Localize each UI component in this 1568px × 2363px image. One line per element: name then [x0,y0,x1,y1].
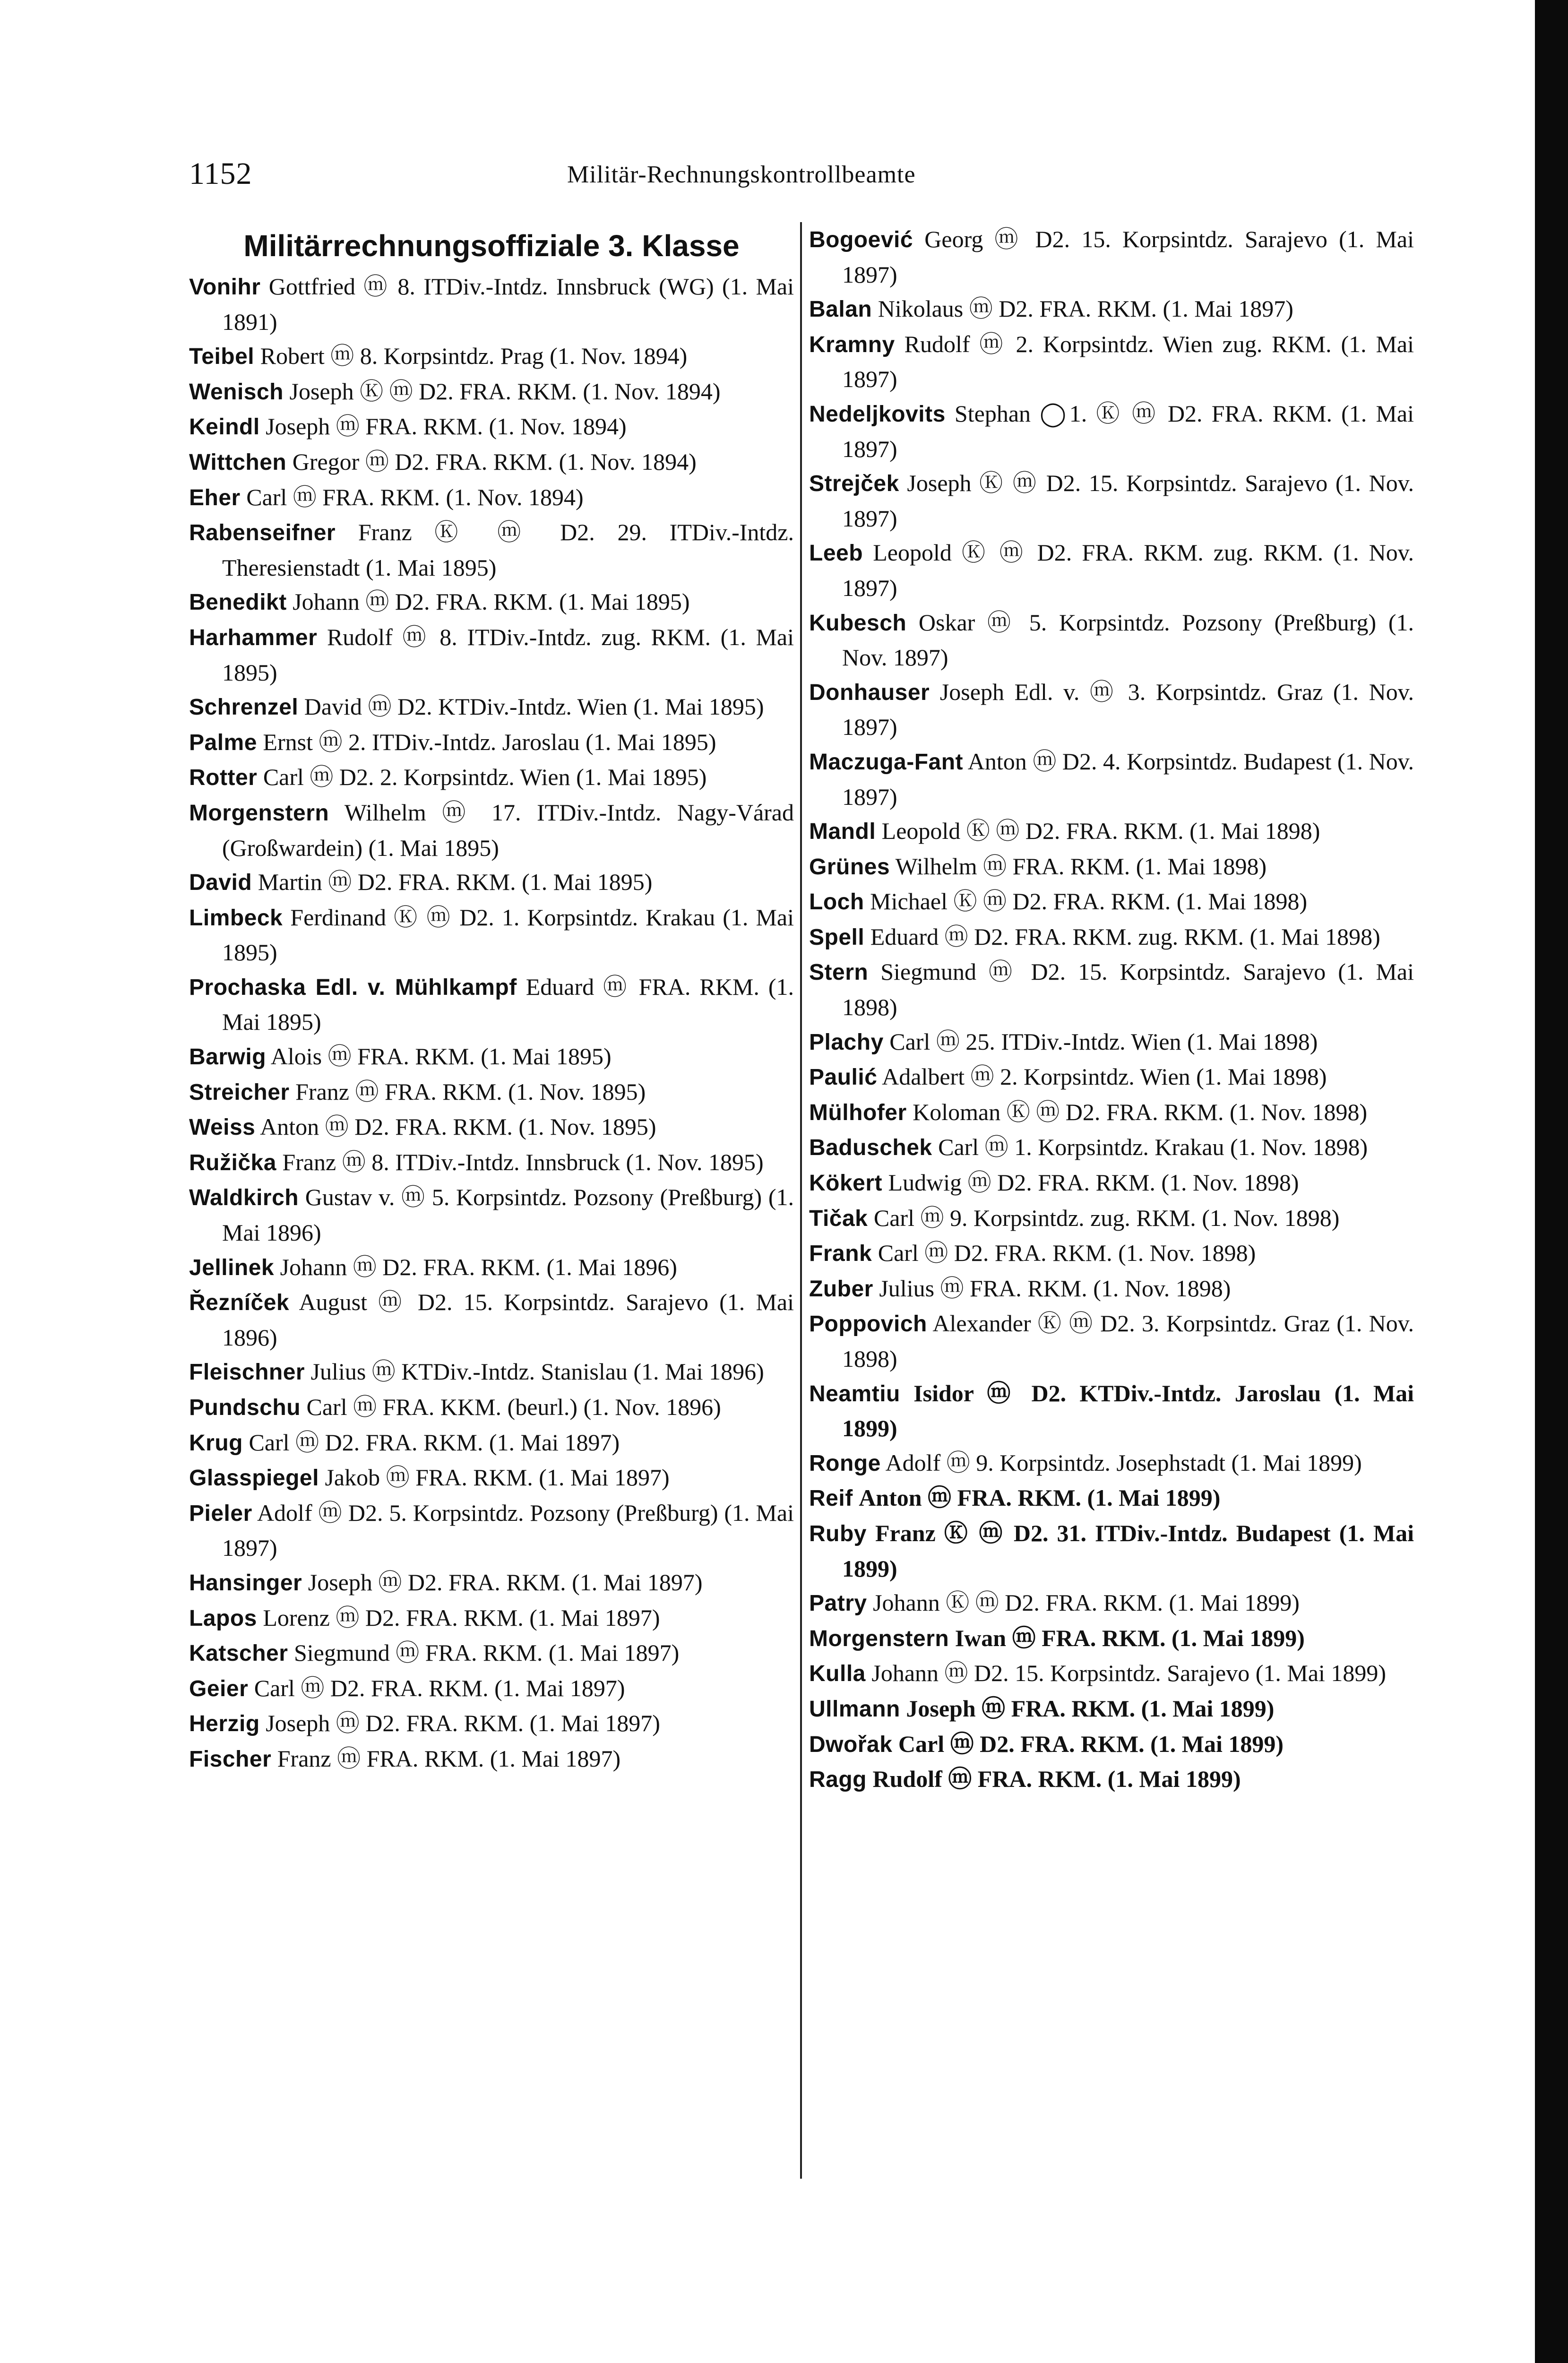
entry-surname: Tičak [809,1206,868,1231]
list-item [809,884,1414,920]
list-item [189,1039,794,1075]
entry-surname: Weiss [189,1115,256,1140]
entry-details: Julius ⓜ FRA. RKM. (1. Nov. 1898) [879,1275,1231,1302]
entry-surname: Zuber [809,1276,873,1302]
entry-details: Carl ⓜ D2. FRA. RKM. (1. Nov. 1898) [878,1240,1256,1267]
entry-surname: Barwig [189,1044,267,1070]
list-item [189,1354,794,1390]
entry-surname: Rotter [189,765,258,791]
list-item [809,1201,1414,1236]
entry-surname: Harhammer [189,625,318,650]
entry-details: Joseph Ⓚ ⓜ D2. 15. Korpsintdz. Sarajevo (1. Nov. 1897) [842,470,1414,532]
entry-surname: Baduschek [809,1135,932,1161]
entry-surname: Prochaska Edl. v. Mühlkampf [189,975,517,1000]
scan-edge [1535,0,1568,2363]
entry-details: Carl ⓜ 9. Korpsintdz. zug. RKM. (1. Nov. 1898) [873,1204,1340,1231]
list-item [189,900,794,970]
entry-surname: Ragg [809,1767,867,1793]
list-item [809,1691,1414,1727]
list-item [809,1621,1414,1656]
list-item [189,1390,794,1425]
entry-surname: Leeb [809,541,863,566]
entry-surname: Palme [189,730,257,755]
list-item [189,1742,794,1777]
entry-details: Georg ⓜ D2. 15. Korpsintdz. Sarajevo (1. Mai 1897) [842,226,1414,288]
section-title: Militärrechnungsoffiziale 3. Klasse [243,229,740,263]
entry-surname: Paulić [809,1065,878,1090]
entry-surname: Vonihr [189,275,261,300]
entry-surname: Lapos [189,1605,257,1631]
list-item [189,339,794,374]
list-item [809,605,1414,675]
list-item [189,725,794,760]
entry-surname: Reif [809,1486,853,1511]
list-item [809,1236,1414,1271]
left-column [189,222,794,1777]
entry-details: Koloman Ⓚ ⓜ D2. FRA. RKM. (1. Nov. 1898) [913,1098,1368,1125]
entry-surname: Limbeck [189,905,283,931]
list-item [189,1110,794,1145]
list-item [189,1636,794,1671]
entry-details: Eduard ⓜ FRA. RKM. (1. Mai 1895) [222,973,794,1035]
list-item [189,1180,794,1250]
list-item [809,466,1414,535]
entry-details: Joseph ⓜ D2. FRA. RKM. (1. Mai 1897) [266,1710,660,1737]
list-item [809,1306,1414,1376]
entry-details: Carl ⓜ 25. ITDiv.-Intdz. Wien (1. Mai 1898) [889,1028,1318,1055]
entry-details: Nikolaus ⓜ D2. FRA. RKM. (1. Mai 1897) [878,295,1293,322]
entry-surname: Bogoević [809,227,913,252]
entry-details: Oskar ⓜ 5. Korpsintdz. Pozsony (Preßburg) (1. Nov. 1897) [842,609,1414,671]
list-item [809,849,1414,885]
list-item [809,1060,1414,1095]
entry-surname: Schrenzel [189,695,299,720]
entry-surname: Neamtiu [809,1381,900,1406]
entry-details: Leopold Ⓚ ⓜ D2. FRA. RKM. (1. Mai 1898) [881,818,1320,845]
entry-surname: Benedikt [189,590,287,615]
list-item [809,1656,1414,1691]
entry-surname: Loch [809,889,864,915]
right-column [809,222,1414,1797]
entry-details: Franz ⓜ FRA. RKM. (1. Mai 1897) [277,1745,621,1772]
list-item [809,1376,1414,1446]
list-item [809,222,1414,292]
list-item [189,795,794,865]
entry-details: Gottfried ⓜ 8. ITDiv.-Intdz. Innsbruck (WG) (1. Mai 1891) [222,273,794,335]
entry-surname: Rabenseifner [189,520,336,546]
list-item [189,1706,794,1742]
entry-details: Isidor ⓜ D2. KTDiv.-Intdz. Jaroslau (1. Mai 1899) [842,1380,1414,1442]
list-item [189,374,794,410]
entry-surname: Donhauser [809,680,930,705]
entry-details: Carl ⓜ 1. Korpsintdz. Krakau (1. Nov. 1898) [938,1134,1368,1161]
entry-surname: Teibel [189,344,255,370]
entry-details: Anton ⓜ D2. 4. Korpsintdz. Budapest (1. Nov. 1897) [842,748,1414,810]
page-number: 1152 [189,156,252,191]
entry-details: Joseph ⓜ D2. FRA. RKM. (1. Mai 1897) [308,1569,703,1595]
list-item [809,1481,1414,1516]
entry-details: Robert ⓜ 8. Korpsintdz. Prag (1. Nov. 1894) [260,343,688,370]
entry-surname: Glasspiegel [189,1466,319,1491]
entry-surname: Nedeljkovits [809,401,946,427]
list-item [189,409,794,445]
entry-details: August ⓜ D2. 15. Korpsintdz. Sarajevo (1. Mai 1896) [222,1289,794,1351]
entry-details: Adalbert ⓜ 2. Korpsintdz. Wien (1. Mai 1898) [882,1063,1327,1090]
entry-details: Joseph ⓜ FRA. RKM. (1. Mai 1899) [906,1695,1275,1722]
entry-surname: Krug [189,1430,243,1456]
list-item [809,1130,1414,1165]
entry-surname: Pieler [189,1501,252,1526]
entry-details: Adolf ⓜ 9. Korpsintdz. Josephstadt (1. Mai 1899) [885,1449,1362,1476]
list-item [189,269,794,339]
entry-details: Ferdinand Ⓚ ⓜ D2. 1. Korpsintdz. Krakau (1. Mai 1895) [222,904,794,966]
entry-surname: Hansinger [189,1570,302,1595]
list-item [189,690,794,725]
list-item [809,1446,1414,1481]
entry-details: Joseph Edl. v. ⓜ 3. Korpsintdz. Graz (1. Nov. 1897) [842,678,1414,741]
entry-details: Carl ⓜ D2. 2. Korpsintdz. Wien (1. Mai 1895) [263,764,707,791]
list-item [809,1271,1414,1307]
list-item [809,1165,1414,1201]
entry-surname: Streicher [189,1079,290,1105]
entry-surname: Stern [809,960,869,985]
entry-details: Franz Ⓚ ⓜ D2. 29. ITDiv.-Intdz. Theresienstadt (1. Mai 1895) [222,519,794,581]
entry-surname: Řezníček [189,1290,290,1316]
entry-details: Martin ⓜ D2. FRA. RKM. (1. Mai 1895) [258,869,653,896]
entry-surname: David [189,870,252,896]
entry-details: Carl ⓜ FRA. KKM. (beurl.) (1. Nov. 1896) [306,1394,721,1420]
entry-details: Julius ⓜ KTDiv.-Intdz. Stanislau (1. Mai 1896) [310,1358,764,1385]
list-item [189,1075,794,1110]
entry-details: Ludwig ⓜ D2. FRA. RKM. (1. Nov. 1898) [888,1169,1299,1196]
entry-surname: Wenisch [189,379,284,405]
list-item [809,1516,1414,1586]
list-item [809,955,1414,1024]
entry-surname: Poppovich [809,1311,927,1337]
entry-details: Alois ⓜ FRA. RKM. (1. Mai 1895) [270,1043,612,1070]
list-item [809,675,1414,744]
entry-details: Alexander Ⓚ ⓜ D2. 3. Korpsintdz. Graz (1. Nov. 1898) [842,1310,1414,1372]
list-item [189,515,794,585]
list-item [189,1425,794,1461]
entry-details: Carl ⓜ D2. FRA. RKM. (1. Mai 1897) [249,1429,620,1456]
list-item [809,292,1414,327]
column-divider [800,222,802,2179]
entry-surname: Pundschu [189,1395,301,1420]
entry-details: Adolf ⓜ D2. 5. Korpsintdz. Pozsony (Preßburg) (1. Mai 1897) [222,1499,794,1561]
entry-details: Johann ⓜ D2. FRA. RKM. (1. Mai 1895) [293,588,690,615]
entry-surname: Katscher [189,1641,288,1666]
list-item [189,1496,794,1565]
list-item [189,480,794,516]
entry-details: Franz ⓜ FRA. RKM. (1. Nov. 1895) [295,1078,646,1105]
list-item [189,865,794,900]
list-item [809,397,1414,466]
list-item [189,1285,794,1354]
entry-details: Rudolf ⓜ 2. Korpsintdz. Wien zug. RKM. (1. Mai 1897) [842,330,1414,393]
entry-details: Leopold Ⓚ ⓜ D2. FRA. RKM. zug. RKM. (1. Nov. 1897) [842,539,1414,601]
entry-surname: Ronge [809,1450,881,1476]
entry-surname: Ullmann [809,1696,900,1722]
entry-details: Joseph ⓜ FRA. RKM. (1. Nov. 1894) [266,413,627,440]
entry-details: Jakob ⓜ FRA. RKM. (1. Mai 1897) [325,1464,670,1491]
list-item [809,744,1414,814]
entry-surname: Balan [809,297,872,322]
list-item [189,620,794,690]
entry-surname: Frank [809,1241,872,1267]
list-item [809,535,1414,605]
entry-details: Anton ⓜ FRA. RKM. (1. Mai 1899) [859,1484,1221,1511]
entry-details: Siegmund ⓜ FRA. RKM. (1. Mai 1897) [293,1639,680,1666]
list-item [189,1145,794,1181]
list-item [809,1727,1414,1762]
list-item [809,920,1414,955]
entry-surname: Ruby [809,1521,867,1546]
entry-surname: Fleischner [189,1360,305,1385]
right-entry-list [809,222,1414,1797]
entry-surname: Kubesch [809,610,907,636]
running-title: Militär-Rechnungskontrollbeamte [567,161,916,188]
entry-surname: Plachy [809,1029,884,1055]
entry-surname: Strejček [809,471,899,497]
list-item [189,1460,794,1496]
entry-details: Johann ⓜ D2. FRA. RKM. (1. Mai 1896) [280,1253,677,1280]
entry-surname: Morgenstern [809,1626,949,1651]
entry-details: Carl ⓜ D2. FRA. RKM. (1. Mai 1899) [898,1730,1284,1757]
entry-details: Stephan ◯1. Ⓚ ⓜ D2. FRA. RKM. (1. Mai 1897) [842,400,1414,462]
entry-details: Michael Ⓚ ⓜ D2. FRA. RKM. (1. Mai 1898) [870,888,1308,915]
list-item [189,1250,794,1285]
entry-details: Ernst ⓜ 2. ITDiv.-Intdz. Jaroslau (1. Mai 1895) [263,728,716,755]
entry-details: Joseph Ⓚ ⓜ D2. FRA. RKM. (1. Nov. 1894) [289,378,721,405]
list-item [189,585,794,620]
entry-surname: Maczuga-Fant [809,749,964,775]
entry-surname: Mandl [809,819,876,845]
entry-surname: Wittchen [189,449,287,475]
list-item [809,1095,1414,1130]
entry-surname: Geier [189,1676,249,1701]
left-entry-list [189,269,794,1777]
list-item [189,1671,794,1707]
entry-surname: Kulla [809,1661,866,1687]
entry-details: Gregor ⓜ D2. FRA. RKM. (1. Nov. 1894) [292,448,697,475]
list-item [809,1586,1414,1621]
entry-details: Franz ⓜ 8. ITDiv.-Intdz. Innsbruck (1. Nov. 1895) [282,1148,764,1175]
entry-surname: Kramny [809,332,895,357]
entry-details: Johann ⓜ D2. 15. Korpsintdz. Sarajevo (1. Mai 1899) [871,1660,1387,1687]
list-item [809,1025,1414,1060]
entry-details: Rudolf ⓜ FRA. RKM. (1. Mai 1899) [872,1766,1241,1793]
entry-details: Carl ⓜ FRA. RKM. (1. Nov. 1894) [246,483,584,510]
list-item [189,970,794,1039]
list-item [189,1565,794,1601]
list-item [809,1762,1414,1797]
entry-details: Gustav v. ⓜ 5. Korpsintdz. Pozsony (Preßburg) (1. Mai 1896) [222,1184,794,1246]
entry-details: Eduard ⓜ D2. FRA. RKM. zug. RKM. (1. Mai 1898) [870,923,1380,950]
entry-surname: Ružička [189,1150,276,1175]
entry-details: Wilhelm ⓜ FRA. RKM. (1. Mai 1898) [895,853,1267,880]
entry-details: Franz Ⓚ ⓜ D2. 31. ITDiv.-Intdz. Budapest (1. Mai 1899) [842,1519,1414,1582]
entry-surname: Herzig [189,1711,260,1737]
entry-surname: Grünes [809,854,890,880]
entry-details: Rudolf ⓜ 8. ITDiv.-Intdz. zug. RKM. (1. Mai 1895) [222,623,794,686]
list-item [189,760,794,795]
entry-surname: Patry [809,1591,867,1616]
entry-details: Johann Ⓚ ⓜ D2. FRA. RKM. (1. Mai 1899) [873,1589,1300,1616]
entry-surname: Morgenstern [189,800,329,826]
entry-details: Siegmund ⓜ D2. 15. Korpsintdz. Sarajevo (1. Mai 1898) [842,958,1414,1021]
entry-surname: Jellinek [189,1255,275,1280]
entry-surname: Mülhofer [809,1100,907,1125]
entry-details: Carl ⓜ D2. FRA. RKM. (1. Mai 1897) [254,1674,625,1701]
entry-details: Anton ⓜ D2. FRA. RKM. (1. Nov. 1895) [260,1113,656,1140]
entry-details: Lorenz ⓜ D2. FRA. RKM. (1. Mai 1897) [263,1604,660,1631]
list-item [809,327,1414,397]
list-item [189,1601,794,1636]
entry-surname: Spell [809,924,865,950]
entry-surname: Dwořak [809,1732,893,1757]
list-item [809,814,1414,849]
entry-surname: Kökert [809,1171,883,1196]
list-item [189,445,794,480]
entry-details: Iwan ⓜ FRA. RKM. (1. Mai 1899) [955,1624,1305,1651]
entry-details: David ⓜ D2. KTDiv.-Intdz. Wien (1. Mai 1895) [304,693,764,720]
entry-surname: Keindl [189,414,260,440]
entry-surname: Fischer [189,1746,272,1772]
entry-surname: Eher [189,485,241,510]
entry-details: Wilhelm ⓜ 17. ITDiv.-Intdz. Nagy-Várad (Großwardein) (1. Mai 1895) [222,799,794,861]
entry-surname: Waldkirch [189,1185,299,1211]
